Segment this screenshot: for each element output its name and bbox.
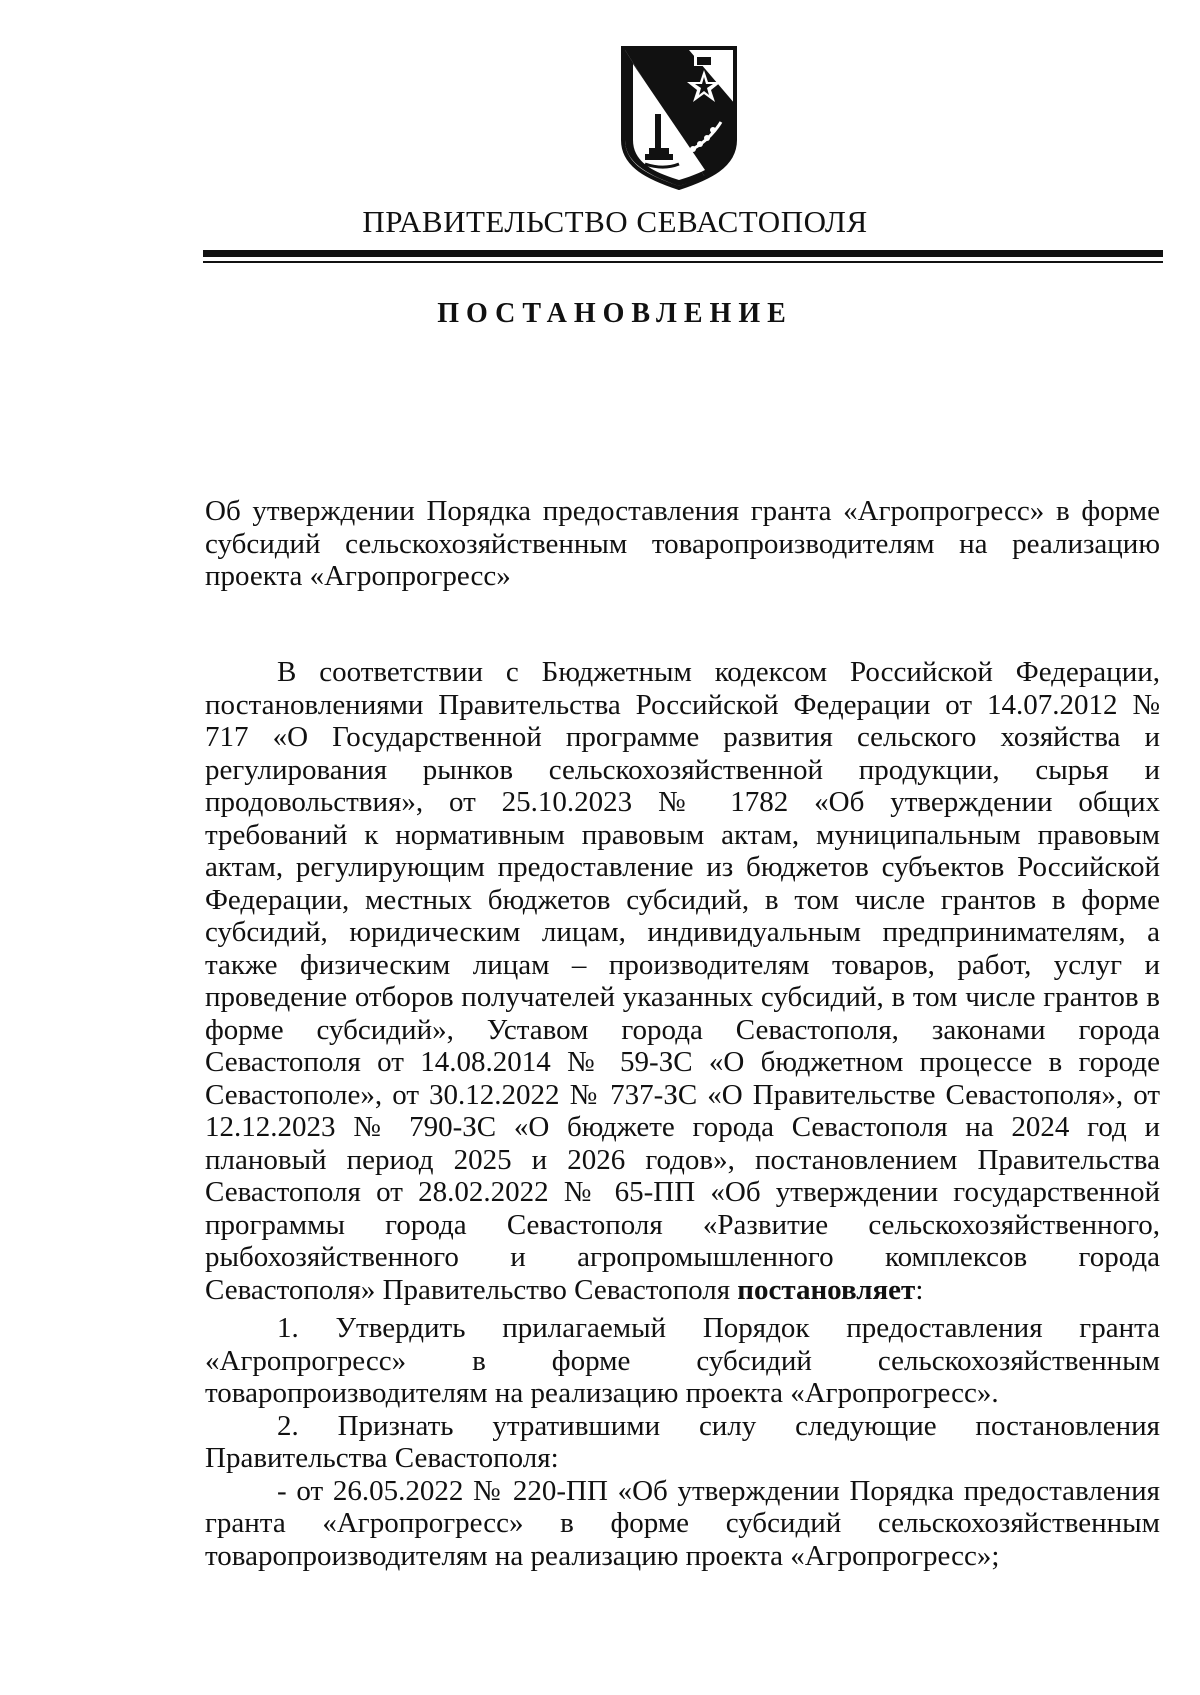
preamble-text: В соответствии с Бюджетным кодексом Российской Федерации, постановлениями Правительства Российской Федерации от 14.07.2012 № 717 «О Государственной программе развития сельского хозяйства и регулирования рынков сельскохозяйственной продукции, сырья и продовольствия», от 25.10.2023 № 1782 «Об утверждении общих требований к нормативным правовым актам, муниципальным правовым актам, регулирующим предоставление из бюджетов субъектов Российской Федерации, местных бюджетов субсидий, в том числе грантов в форме субсидий, юридическим лицам, индивидуальным предпринимателям, а также физическим лицам – производителям товаров, работ, услуг и проведение отборов получателей указанных субсидий, в том числе грантов в форме субсидий», Уставом города Севастополя, законами города Севастополя от 14.08.2014 № 59-ЗС «О бюджетном процессе в городе Севастополе», от 30.12.2022 № 737-ЗС «О Правительстве Севастополя», от 12.12.2023 № 790-ЗС «О бюджете города Севастополя на 2024 год и плановый период 2025 и 2026 годов», постановлением Правительства Севастополя от 28.02.2022 № 65-ПП «Об утверждении государственной программы города Севастополя «Развитие сельскохозяйственного, рыбохозяйственного и агропромышленного комплексов города Севастополя» Правительство Севастополя (205, 656, 1160, 1306)
sevastopol-coat-of-arms (617, 44, 741, 190)
resolution-item-2: 2. Признать утратившими силу следующие постановления Правительства Севастополя: (205, 1409, 1160, 1474)
preamble-paragraph (205, 656, 1160, 1306)
document-subject (205, 495, 1160, 593)
header-rule-thick (203, 250, 1163, 257)
subject-text: Об утверждении Порядка предоставления гранта «Агропрогресс» в форме субсидий сельскохозяйственным товаропроизводителям на реализацию проекта «Агропрогресс» (205, 495, 1160, 592)
resolution-subitem: - от 26.05.2022 № 220-ПП «Об утверждении Порядка предоставления гранта «Агропрогресс» в форме субсидий сельскохозяйственным товаропроизводителям на реализацию проекта «Агропрогресс»; (205, 1474, 1160, 1572)
decision-word: постановляет (737, 1273, 916, 1306)
preamble-section (205, 656, 1160, 1306)
decision-punct: : (915, 1273, 924, 1306)
resolution-item-1: 1. Утвердить прилагаемый Порядок предоставления гранта «Агропрогресс» в форме субсидий сельскохозяйственным товаропроизводителям на реализацию проекта «Агропрогресс». (205, 1312, 1160, 1409)
government-name: ПРАВИТЕЛЬСТВО СЕВАСТОПОЛЯ (362, 204, 868, 239)
document-type-title: ПОСТАНОВЛЕНИЕ (437, 298, 793, 329)
resolution-items (205, 1312, 1160, 1572)
header-rule-thin (203, 261, 1163, 263)
